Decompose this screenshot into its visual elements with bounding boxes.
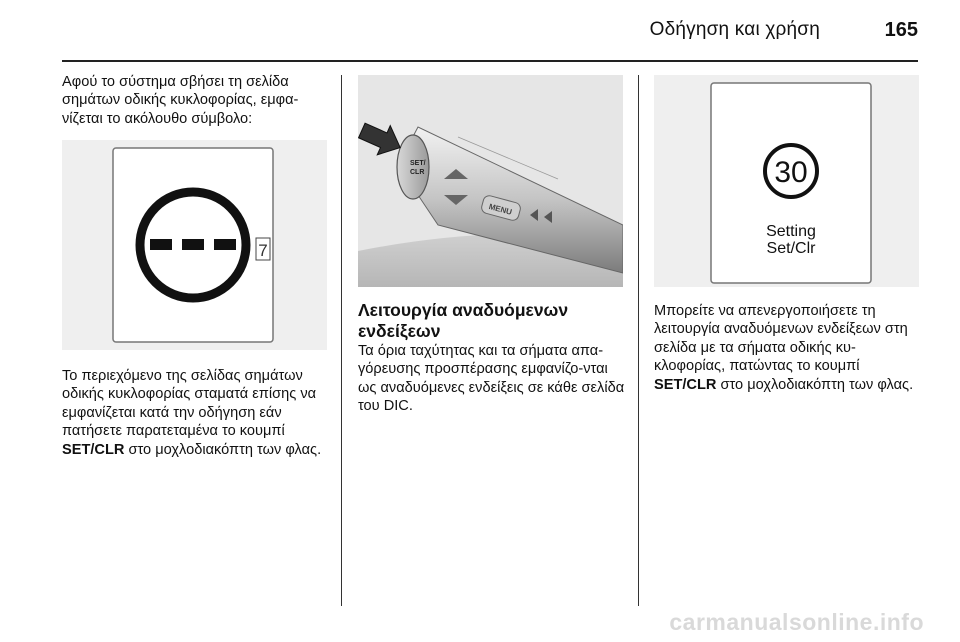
- paragraph-hold-button: Το περιεχόμενο της σελίδας σημάτων οδικής κυκλοφορίας σταματά επίσης να εμφανίζεται κατά την οδήγηση εάν πατήσετε παρατεταμένα το κουμπί SET/CLR στο μοχλοδιακόπτη των φλας.: [62, 368, 322, 458]
- column-divider-1: [341, 75, 342, 606]
- header-rule: [62, 60, 918, 62]
- figure-dic-setting-display: [654, 75, 919, 287]
- menu-label: MENU: [487, 201, 513, 217]
- clr-label: CLR: [410, 169, 425, 176]
- speed-limit-value: 30: [774, 156, 808, 189]
- column-divider-2: [638, 75, 639, 606]
- column-2-text: [358, 300, 626, 416]
- running-header-title: Οδήγηση και χρήση: [649, 19, 820, 40]
- figure-end-of-restriction-sign: [62, 140, 327, 350]
- dash-left: [150, 239, 172, 250]
- dash-right: [214, 239, 236, 250]
- section-heading-popup: Λειτουργία αναδυόμενων ενδείξεων: [358, 300, 569, 341]
- dash-middle: [182, 239, 204, 250]
- paragraph-popup: Τα όρια ταχύτητας και τα σήματα απα-γόρευσης προσπέρασης εμφανίζο-νται ως αναδυόμενες ενδείξεις σε κάθε σελίδα του DIC.: [358, 343, 625, 415]
- set-label: SET/: [410, 160, 426, 167]
- page-number: 165: [884, 19, 918, 41]
- dic-display-illustration: [654, 75, 919, 287]
- paragraph-disable-popup: Μπορείτε να απενεργοποιήσετε τη λειτουργία αναδυόμενων ενδείξεων στη σελίδα με τα σήματα οδικής κυ-κλοφορίας, πατώντας το κουμπί SET/CLR στο μοχλοδιακόπτη των φλας.: [654, 303, 914, 393]
- page-indicator-digit: 7: [258, 241, 268, 260]
- paragraph-symbol-intro: Αφού το σύστημα σβήσει τη σελίδα σημάτων οδικής κυκλοφορίας, εμφα-νίζεται το ακόλουθο σύμβολο:: [62, 74, 299, 127]
- display-line-setting: Setting: [766, 223, 816, 240]
- column-1: [62, 73, 327, 128]
- column-3-text: [654, 302, 919, 394]
- end-of-restriction-illustration: [62, 140, 327, 350]
- stalk-end-cap: [397, 135, 429, 199]
- set-clr-button-name: SET/CLR: [654, 376, 717, 393]
- stalk-illustration: [358, 75, 623, 287]
- column-1-lower: [62, 367, 327, 459]
- figure-indicator-stalk: [358, 75, 623, 287]
- display-line-set-clr: Set/Clr: [766, 240, 816, 257]
- set-clr-button-name: SET/CLR: [62, 441, 125, 458]
- watermark: carmanualsonline.info: [669, 609, 924, 635]
